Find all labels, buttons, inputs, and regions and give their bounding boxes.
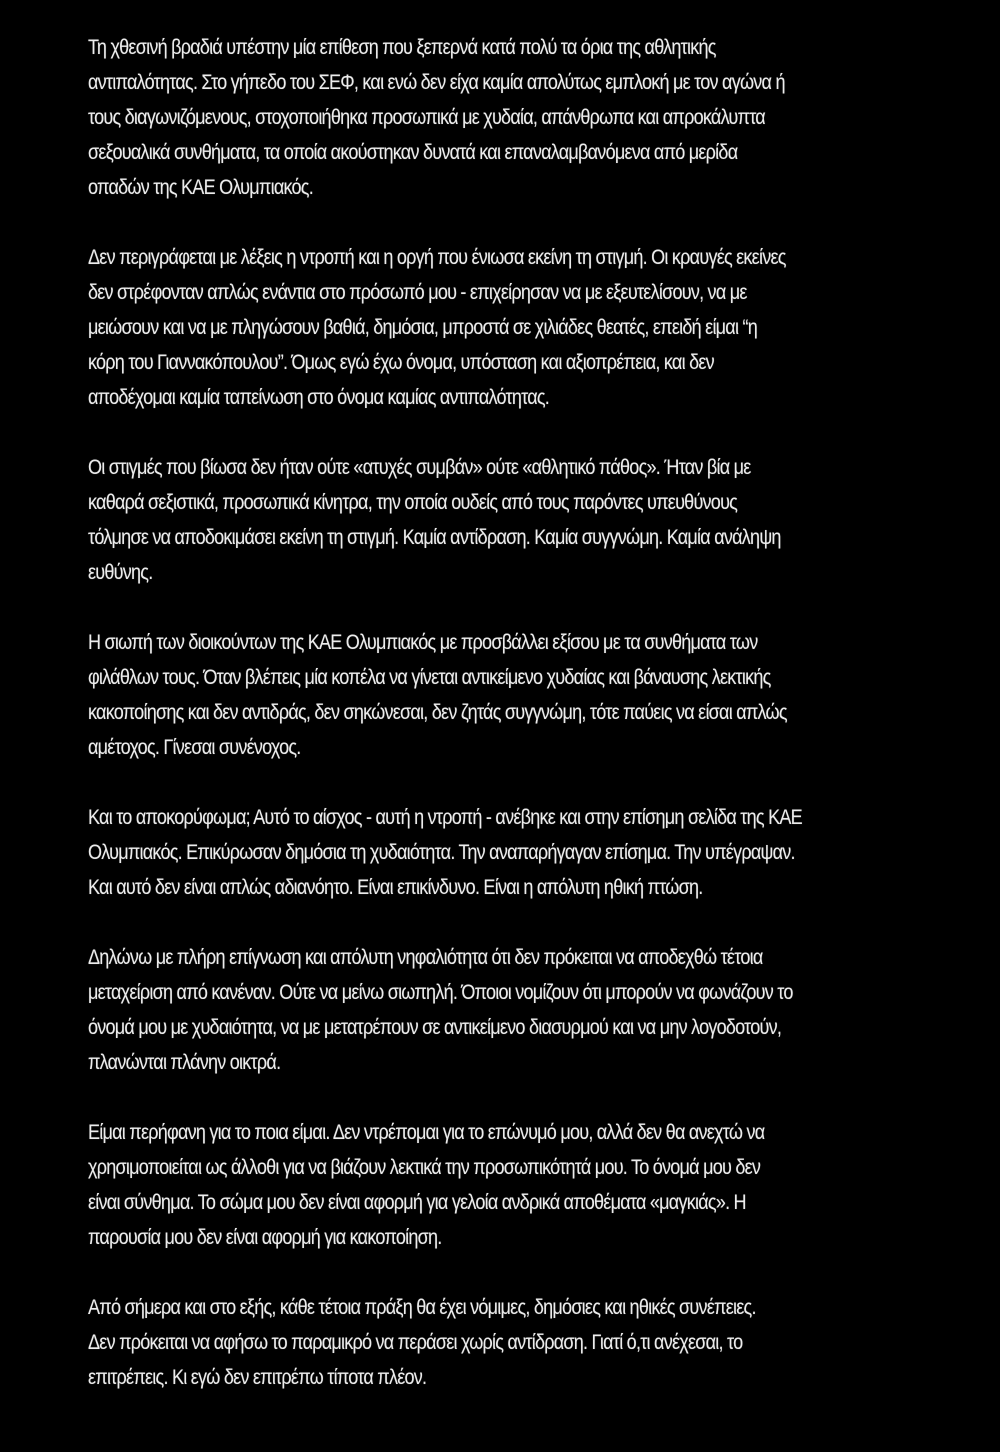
text-line: τόλμησε να αποδοκιμάσει εκείνη τη στιγμή. Καμία αντίδραση. Καμία συγγνώμη. Καμία ανάληψη	[88, 526, 781, 549]
text-line: Ολυμπιακός. Επικύρωσαν δημόσια τη χυδαιότητα. Την αναπαρήγαγαν επίσημα. Την υπέγραψαν.	[88, 841, 795, 864]
text-line: αντιπαλότητας. Στο γήπεδο του ΣΕΦ, και ενώ δεν είχα καμία απολύτως εμπλοκή με τον αγώνα ή	[88, 71, 785, 94]
text-line: επιτρέπεις. Κι εγώ δεν επιτρέπω τίποτα πλέον.	[88, 1366, 427, 1389]
text-line: Και το αποκορύφωμα; Αυτό το αίσχος - αυτή η ντροπή - ανέβηκε και στην επίσημη σελίδα της ΚΑΕ	[88, 806, 802, 829]
paragraph-8	[88, 1290, 968, 1395]
paragraph-6	[88, 940, 968, 1080]
paragraph-1	[88, 30, 968, 205]
paragraph-4	[88, 625, 968, 765]
text-line: καθαρά σεξιστικά, προσωπικά κίνητρα, την οποία ουδείς από τους παρόντες υπευθύνους	[88, 491, 738, 514]
text-line: Η σιωπή των διοικούντων της ΚΑΕ Ολυμπιακός με προσβάλλει εξίσου με τα συνθήματα των	[88, 631, 758, 654]
text-line: οπαδών της ΚΑΕ Ολυμπιακός.	[88, 176, 313, 199]
paragraph-3	[88, 450, 968, 590]
text-line: Δεν περιγράφεται με λέξεις η ντροπή και η οργή που ένιωσα εκείνη τη στιγμή. Οι κραυγές εκείνες	[88, 246, 786, 269]
text-line: είναι σύνθημα. Το σώμα μου δεν είναι αφορμή για γελοία ανδρικά αποθέματα «μαγκιάς». Η	[88, 1191, 746, 1214]
text-line: πλανώνται πλάνην οικτρά.	[88, 1051, 281, 1074]
text-line: μειώσουν και να με πληγώσουν βαθιά, δημόσια, μπροστά σε χιλιάδες θεατές, επειδή είμαι “η	[88, 316, 757, 339]
text-line: αμέτοχος. Γίνεσαι συνένοχος.	[88, 736, 301, 759]
text-line: κόρη του Γιαννακόπουλου”. Όμως εγώ έχω όνομα, υπόσταση και αξιοπρέπεια, και δεν	[88, 351, 714, 374]
text-line: αποδέχομαι καμία ταπείνωση στο όνομα καμίας αντιπαλότητας.	[88, 386, 550, 409]
text-line: δεν στρέφονταν απλώς ενάντια στο πρόσωπό μου - επιχείρησαν να με εξευτελίσουν, να με	[88, 281, 747, 304]
text-line: όνομά μου με χυδαιότητα, να με μετατρέπουν σε αντικείμενο διασυρμού και να μην λογοδοτούν,	[88, 1016, 782, 1039]
text-line: σεξουαλικά συνθήματα, τα οποία ακούστηκαν δυνατά και επαναλαμβανόμενα από μερίδα	[88, 141, 738, 164]
text-line: χρησιμοποιείται ως άλλοθι για να βιάζουν λεκτικά την προσωπικότητά μου. Το όνομά μου δεν	[88, 1156, 761, 1179]
text-line: Είμαι περήφανη για το ποια είμαι. Δεν ντρέπομαι για το επώνυμό μου, αλλά δεν θα ανεχτώ να	[88, 1121, 765, 1144]
text-line: τους διαγωνιζόμενους, στοχοποιήθηκα προσωπικά με χυδαία, απάνθρωπα και απροκάλυπτα	[88, 106, 765, 129]
text-line: ευθύνης.	[88, 561, 153, 584]
text-line: Τη χθεσινή βραδιά υπέστην μία επίθεση που ξεπερνά κατά πολύ τα όρια της αθλητικής	[88, 36, 716, 59]
text-line: φιλάθλων τους. Όταν βλέπεις μία κοπέλα να γίνεται αντικείμενο χυδαίας και βάναυσης λεκτικής	[88, 666, 771, 689]
text-line: Από σήμερα και στο εξής, κάθε τέτοια πράξη θα έχει νόμιμες, δημόσιες και ηθικές συνέπειες.	[88, 1296, 756, 1319]
text-line: παρουσία μου δεν είναι αφορμή για κακοποίηση.	[88, 1226, 442, 1249]
text-line: Δεν πρόκειται να αφήσω το παραμικρό να περάσει χωρίς αντίδραση. Γιατί ό,τι ανέχεσαι, το	[88, 1331, 743, 1354]
statement-text	[88, 30, 968, 1430]
text-line: Και αυτό δεν είναι απλώς αδιανόητο. Είναι επικίνδυνο. Είναι η απόλυτη ηθική πτώση.	[88, 876, 703, 899]
text-line: μεταχείριση από κανέναν. Ούτε να μείνω σιωπηλή. Όποιοι νομίζουν ότι μπορούν να φωνάζουν το	[88, 981, 793, 1004]
text-line: Δηλώνω με πλήρη επίγνωση και απόλυτη νηφαλιότητα ότι δεν πρόκειται να αποδεχθώ τέτοια	[88, 946, 763, 969]
text-line: κακοποίησης και δεν αντιδράς, δεν σηκώνεσαι, δεν ζητάς συγγνώμη, τότε παύεις να είσαι απλώς	[88, 701, 787, 724]
text-line: Οι στιγμές που βίωσα δεν ήταν ούτε «ατυχές συμβάν» ούτε «αθλητικό πάθος». Ήταν βία με	[88, 456, 751, 479]
paragraph-7	[88, 1115, 968, 1255]
paragraph-5	[88, 800, 968, 905]
paragraph-2	[88, 240, 968, 415]
